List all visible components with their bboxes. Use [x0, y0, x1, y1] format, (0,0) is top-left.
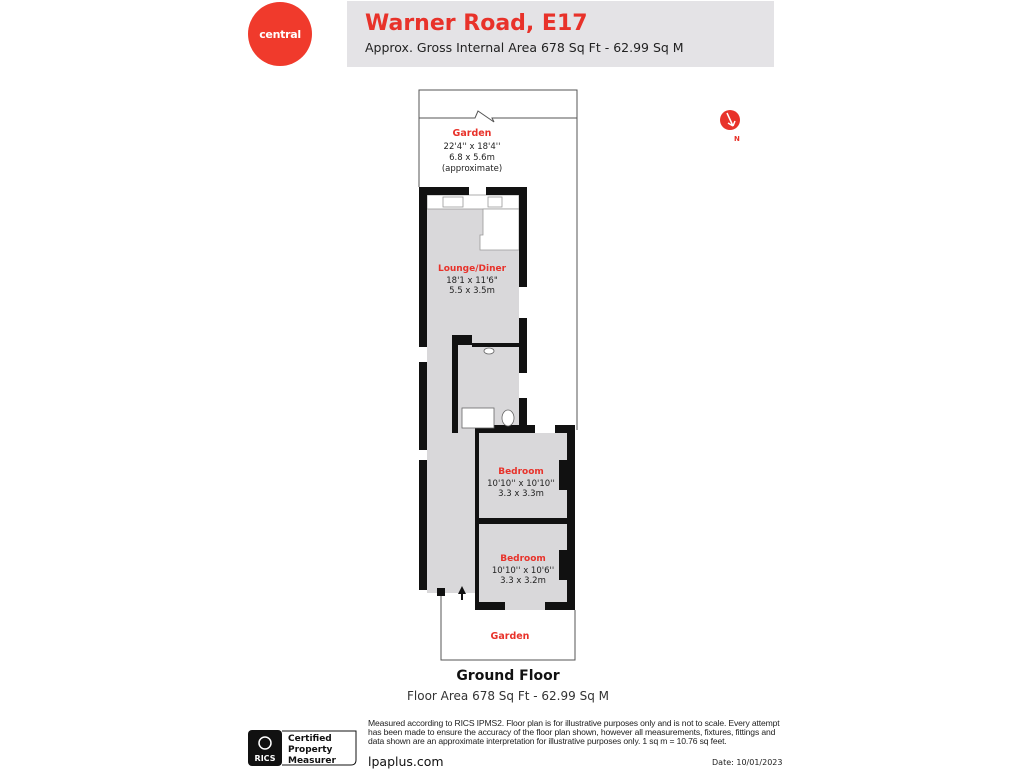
room-name: Bedroom [498, 467, 544, 477]
room-fills [427, 195, 569, 610]
disclaimer: Measured according to RICS IPMS2. Floor plan is for illustrative purposes only and is not to scale. Every attempt has been made to ensure the accuracy of the floor plan shown, however all measurements, fixtures, fittings and data shown are an approximate interpretation for illustrative purposes only. 1 sq m = 10.76 sq feet. [368, 718, 780, 746]
room-metric: 3.3 x 3.2m [500, 576, 546, 586]
rics-brand: RICS [254, 754, 276, 763]
room-name: Lounge/Diner [437, 264, 507, 274]
rics-line: Property [288, 745, 333, 755]
rics-line: Certified [288, 734, 332, 744]
page-title: Warner Road, E17 [365, 11, 588, 36]
rics-line: Measurer [288, 756, 336, 766]
room-imperial: 22'4'' x 18'4'' [443, 142, 501, 152]
rics-badge [248, 730, 358, 766]
room-imperial: 18'1 x 11'6" [446, 276, 498, 286]
room-name: Bedroom [500, 554, 546, 564]
gross-area: Approx. Gross Internal Area 678 Sq Ft - 62.99 Sq M [365, 40, 684, 55]
room-note: (approximate) [441, 164, 503, 174]
floor-title: Ground Floor [456, 668, 560, 684]
plan-date: Date: 10/01/2023 [712, 758, 783, 767]
compass-label: N [734, 135, 740, 143]
room-metric: 3.3 x 3.3m [498, 489, 544, 499]
logo-text: central [259, 27, 301, 41]
website-link[interactable]: lpaplus.com [368, 754, 444, 769]
compass-icon [720, 110, 740, 143]
room-metric: 6.8 x 5.6m [449, 153, 495, 163]
room-imperial: 10'10'' x 10'6'' [491, 566, 555, 576]
floor-area: Floor Area 678 Sq Ft - 62.99 Sq M [406, 689, 609, 703]
room-metric: 5.5 x 3.5m [449, 286, 495, 296]
room-name: Garden [452, 128, 492, 139]
room-imperial: 10'10'' x 10'10'' [487, 479, 555, 489]
room-name: Garden [490, 631, 530, 642]
